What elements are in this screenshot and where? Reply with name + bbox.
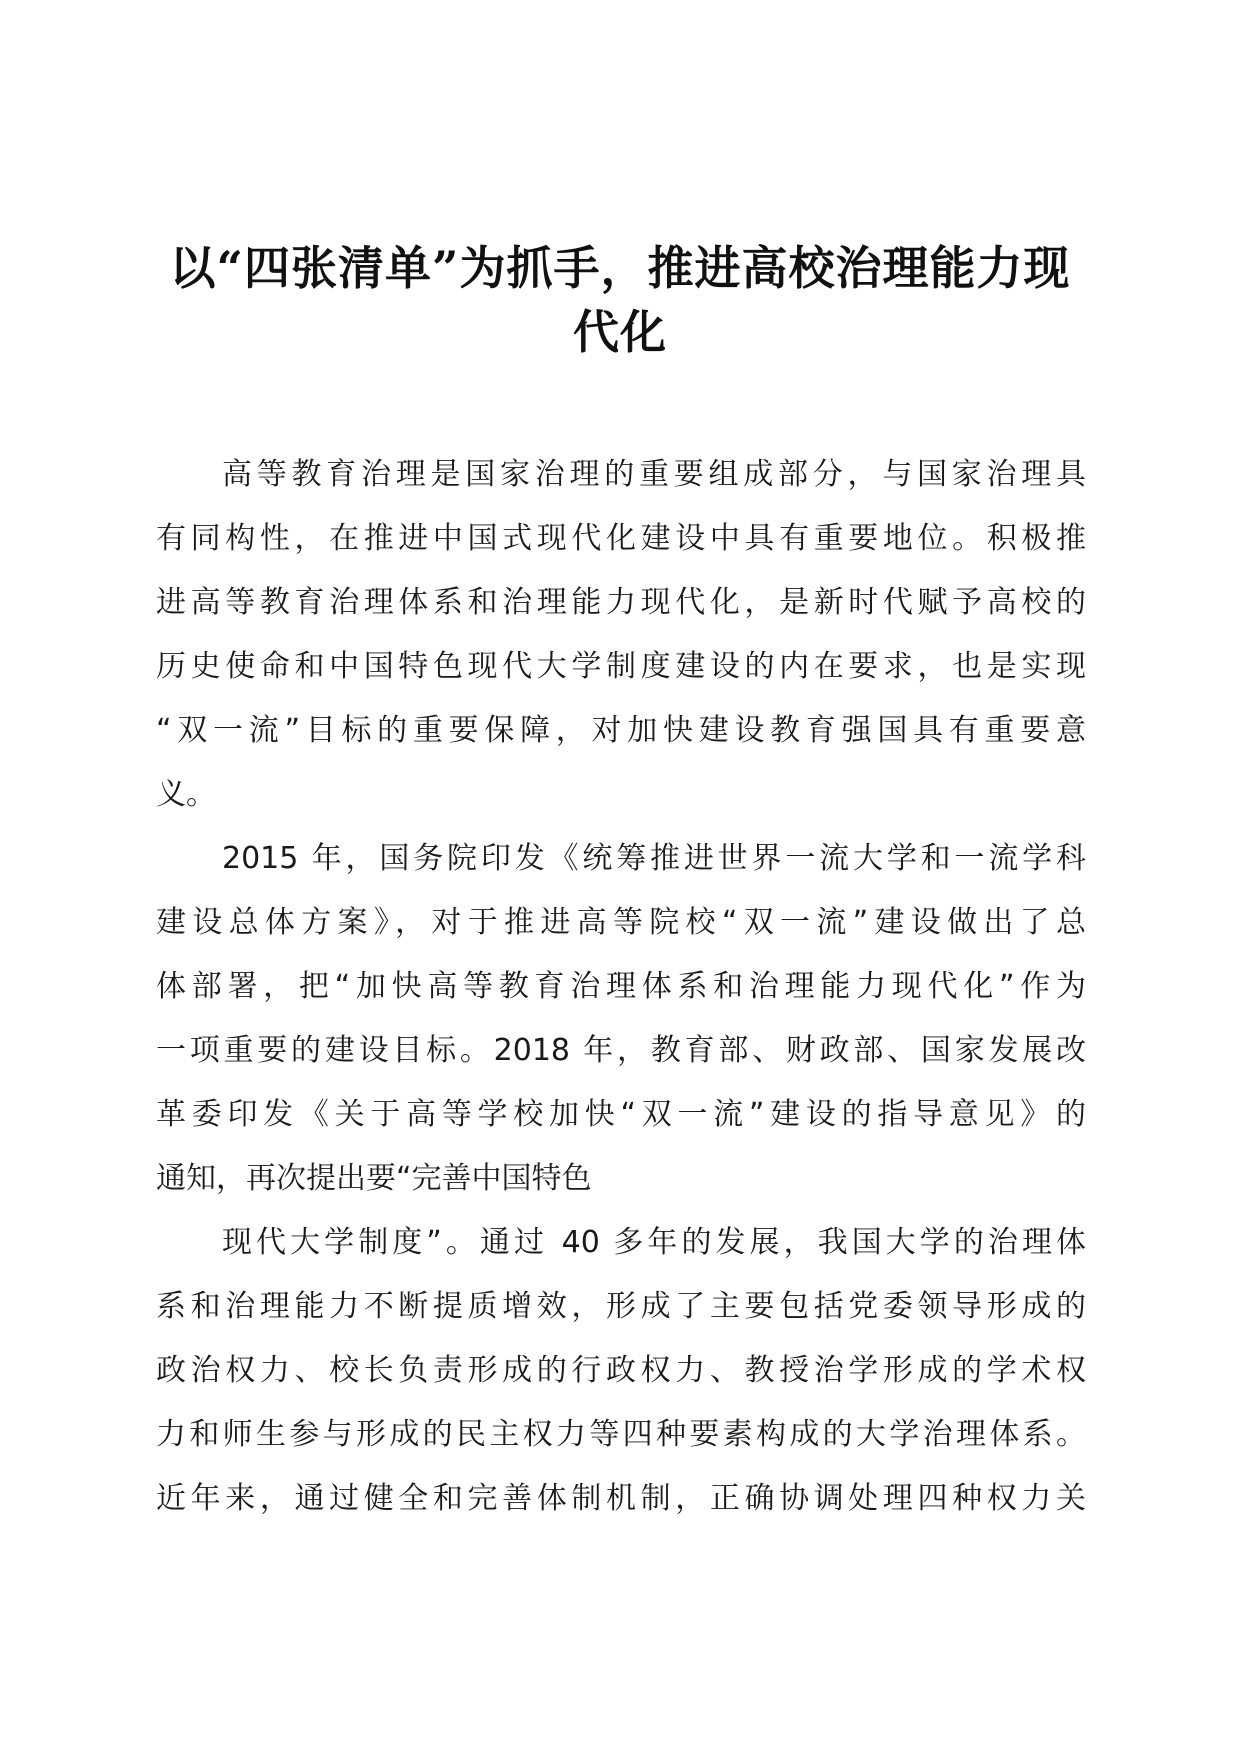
paragraph-line: 建设总体方案》，对于推进高等院校“双一流”建设做出了总: [156, 905, 1086, 940]
paragraph-line: 义。: [156, 777, 216, 812]
paragraph-line: 体部署，把“加快高等教育治理体系和治理能力现代化”作为: [156, 969, 1086, 1004]
paragraph-line: 近年来，通过健全和完善体制机制，正确协调处理四种权力关: [156, 1481, 1086, 1516]
paragraph-line: 通知，再次提出要“完善中国特色: [156, 1161, 592, 1196]
paragraph-line: 现代大学制度”。通过 40 多年的发展，我国大学的治理体: [222, 1225, 1086, 1260]
paragraph-line: 政治权力、校长负责形成的行政权力、教授治学形成的学术权: [156, 1353, 1086, 1388]
paragraph-line: 进高等教育治理体系和治理能力现代化，是新时代赋予高校的: [156, 585, 1086, 620]
title-line: 以“四张清单”为抓手，推进高校治理能力现: [169, 241, 1071, 295]
paragraph-line: 系和治理能力不断提质增效，形成了主要包括党委领导形成的: [156, 1289, 1086, 1324]
paragraph-line: 2015 年，国务院印发《统筹推进世界一流大学和一流学科: [222, 841, 1086, 876]
paragraph-line: “双一流”目标的重要保障，对加快建设教育强国具有重要意: [156, 713, 1086, 748]
paragraph-line: 有同构性，在推进中国式现代化建设中具有重要地位。积极推: [156, 521, 1086, 556]
title-line: 代化: [573, 305, 667, 359]
paragraph-line: 一项重要的建设目标。2018 年，教育部、财政部、国家发展改: [156, 1033, 1086, 1068]
paragraph-line: 革委印发《关于高等学校加快“双一流”建设的指导意见》的: [156, 1097, 1086, 1132]
paragraph-line: 历史使命和中国特色现代大学制度建设的内在要求，也是实现: [156, 649, 1086, 684]
document-title: [150, 236, 1090, 364]
paragraph-line: 力和师生参与形成的民主权力等四种要素构成的大学治理体系。: [156, 1417, 1086, 1452]
paragraph-line: 高等教育治理是国家治理的重要组成部分，与国家治理具: [222, 457, 1086, 492]
